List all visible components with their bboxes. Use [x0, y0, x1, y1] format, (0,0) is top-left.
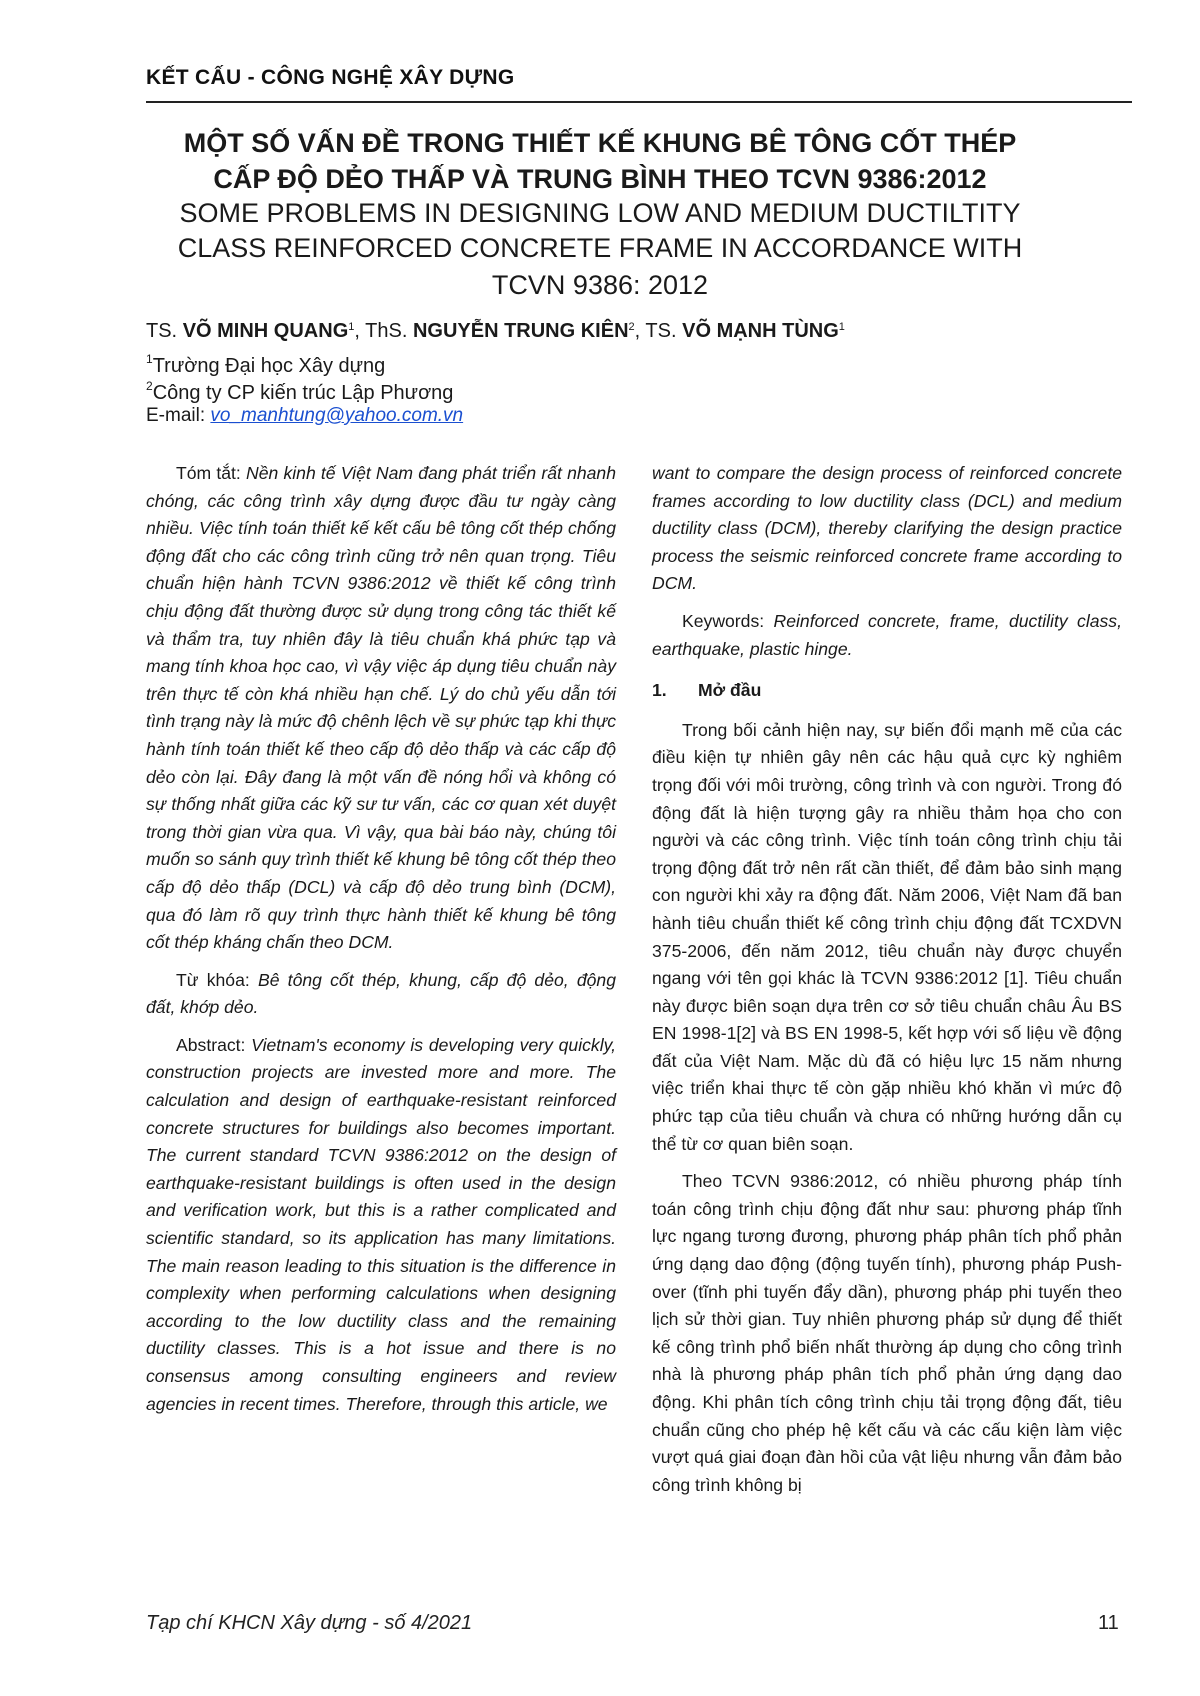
affiliation-number: 1 — [146, 352, 153, 366]
left-column — [146, 460, 616, 1418]
section-number: 1. — [652, 680, 667, 701]
email-label: E-mail: — [146, 405, 206, 426]
author-name: VÕ MẠNH TÙNG — [682, 320, 839, 342]
author-prefix: ThS. — [365, 320, 408, 342]
email-line — [146, 405, 463, 427]
header-rule — [146, 101, 1132, 103]
author-affil-marker: 1 — [348, 321, 355, 333]
abstract-vn-label: Tóm tắt: — [176, 463, 241, 483]
keywords-vn-text: Bê tông cốt thép, khung, cấp độ dẻo, động đất, khớp dẻo. — [146, 969, 617, 1018]
abstract-vn — [146, 460, 616, 957]
affiliation-text: Công ty CP kiến trúc Lập Phương — [152, 382, 454, 404]
abstract-en — [146, 1032, 616, 1418]
affiliation-2 — [146, 379, 453, 405]
abstract-en-continued-text: want to compare the design process of reinforced concrete frames according to low ductility class (DCL) and medium ductility class (DCM), thereby clarifying the design practice process the seismic reinforced concrete frame according to DCM. — [652, 463, 1122, 594]
section-label: KẾT CẤU - CÔNG NGHỆ XÂY DỰNG — [146, 66, 515, 89]
abstract-en-text: Vietnam's economy is developing very quickly, construction projects are invested more and more. The calculation and design of earthquake-resistant reinforced concrete structures for buildings also becomes important. The current standard TCVN 9386:2012 on the design of earthquake-resistant buildings is often used in the design and verification work, but this is a rather complicated and scientific standard, so its application has many limitations. The main reason leading to this situation is the difference in complexity when performing calculations when designing according to the low ductility class and the remaining ductility classes. This is a hot issue and there is no consensus among consulting engineers and review agencies in recent times. Therefore, through this article, we — [146, 1034, 616, 1414]
title-vn-line1: MỘT SỐ VẤN ĐỀ TRONG THIẾT KẾ KHUNG BÊ TÔNG CỐT THÉP — [183, 128, 1017, 158]
journal-footer: Tạp chí KHCN Xây dựng - số 4/2021 — [146, 1612, 473, 1634]
title-en-line1: SOME PROBLEMS IN DESIGNING LOW AND MEDIUM DUCTILTITY — [179, 198, 1021, 228]
page-number: 11 — [1098, 1612, 1119, 1634]
author-name: NGUYỄN TRUNG KIÊN — [412, 320, 629, 342]
body-paragraph-2: Theo TCVN 9386:2012, có nhiều phương pháp tính toán công trình chịu động đất như sau: phương pháp tĩnh lực ngang tương đương, phương pháp phân tích phổ phản ứng dạng dao động (động tuyến tính), phương pháp Push-over (tĩnh phi tuyến đẩy dần), phương pháp phi tuyến theo lịch sử thời gian. Tuy nhiên phương pháp sử dụng để thiết kế công trình phổ biến nhất thường áp dụng cho công trình nhà là phương pháp phân tích phổ phản ứng dạng dao động. Khi phân tích công trình chịu tải trọng động đất, tiêu chuẩn cũng cho phép hệ kết cấu và các cấu kiện làm việc vượt quá giai đoạn đàn hồi của vật liệu nhưng vẫn đảm bảo công trình không bị — [652, 1171, 1122, 1495]
body-paragraph-1: Trong bối cảnh hiện nay, sự biến đổi mạnh mẽ của các điều kiện tự nhiên gây nên các hậu quả cực kỳ nghiêm trọng đối với môi trường, công trình và con người. Trong đó động đất là hiện tượng gây ra nhiều thảm họa cho con người và các công trình. Việc tính toán công trình chịu tải trọng động đất trở nên rất cần thiết, để đảm bảo sinh mạng con người khi xảy ra động đất. Năm 2006, Việt Nam đã ban hành tiêu chuẩn thiết kế công trình chịu động đất TCXDVN 375-2006, đến năm 2012, tiêu chuẩn này được chuyển ngang với tên gọi khác là TCVN 9386:2012 [1]. Tiêu chuẩn này được biên soạn dựa trên cơ sở tiêu chuẩn châu Âu BS EN 1998-1[2] và BS EN 1998-5, kết hợp với số liệu về động đất của Việt Nam. Mặc dù đã có hiệu lực 15 năm nhưng việc triển khai thực tế còn gặp nhiều khó khăn vì mức độ phức tạp của tiêu chuẩn và chưa có những hướng dẫn cụ thể từ cơ quan biên soạn. — [652, 719, 1122, 1154]
abstract-en-continued — [652, 460, 1122, 598]
affiliation-1 — [146, 352, 385, 378]
keywords-en — [652, 608, 1122, 663]
author-prefix: TS. — [645, 320, 677, 342]
keywords-vn — [146, 967, 616, 1022]
abstract-en-label: Abstract: — [176, 1034, 246, 1055]
keywords-vn-label: Từ khóa: — [176, 969, 250, 990]
author-name: VÕ MINH QUANG — [182, 320, 349, 342]
keywords-en-text: Reinforced concrete, frame, ductility class, earthquake, plastic hinge. — [652, 610, 1122, 659]
title-en-line3: TCVN 9386: 2012 — [491, 270, 709, 300]
abstract-vn-text: Nền kinh tế Việt Nam đang phát triển rất nhanh chóng, các công trình xây dựng được đầu tư ngày càng nhiều. Việc tính toán thiết kế kết cấu bê tông cốt thép chống động đất cho các công trình cũng trở nên quan trọng. Tiêu chuẩn hiện hành TCVN 9386:2012 về thiết kế công trình chịu động đất thường được sử dụng trong công tác thiết kế và thẩm tra, tuy nhiên đây là tiêu chuẩn khá phức tạp và mang tính khoa học cao, vì vậy việc áp dụng tiêu chuẩn này trên thực tế còn khá nhiều hạn chế. Lý do chủ yếu dẫn tới tình trạng này là mức độ chênh lệch về sự phức tạp khi thực hành tính toán thiết kế theo cấp độ dẻo thấp và các cấp độ dẻo còn lại. Đây đang là một vấn đề nóng hổi và không có sự thống nhất giữa các kỹ sư tư vấn, các cơ quan xét duyệt trong thời gian vừa qua. Vì vậy, qua bài báo này, chúng tôi muốn so sánh quy trình thiết kế khung bê tông cốt thép theo cấp độ dẻo thấp (DCL) và cấp độ dẻo trung bình (DCM), qua đó làm rõ quy trình thực hành thiết kế khung bê tông cốt thép kháng chấn theo DCM. — [146, 463, 616, 953]
right-column — [652, 460, 1122, 1499]
email-link[interactable]: vo_manhtung@yahoo.com.vn — [210, 405, 464, 426]
keywords-en-label: Keywords: — [682, 610, 765, 631]
author-affil-marker: 1 — [838, 321, 845, 333]
author-prefix: TS. — [146, 320, 178, 342]
section-heading — [652, 677, 1122, 705]
title-en-line2: CLASS REINFORCED CONCRETE FRAME IN ACCORDANCE WITH — [177, 233, 1023, 263]
author-list: TS. VÕ MINH QUANG$^1$, ThS. NGUYỄN TRUNG KIÊN$^2$, TS. VÕ MẠNH TÙNG$^1$ — [146, 320, 845, 342]
affiliation-number: 2 — [146, 379, 153, 393]
author-affil-marker: 2 — [628, 321, 635, 333]
section-title: Mở đầu — [698, 680, 762, 701]
affiliation-text: Trường Đại học Xây dựng — [152, 355, 386, 377]
title-vn-line2: CẤP ĐỘ DẺO THẤP VÀ TRUNG BÌNH THEO TCVN 9386:2012 — [213, 164, 987, 194]
